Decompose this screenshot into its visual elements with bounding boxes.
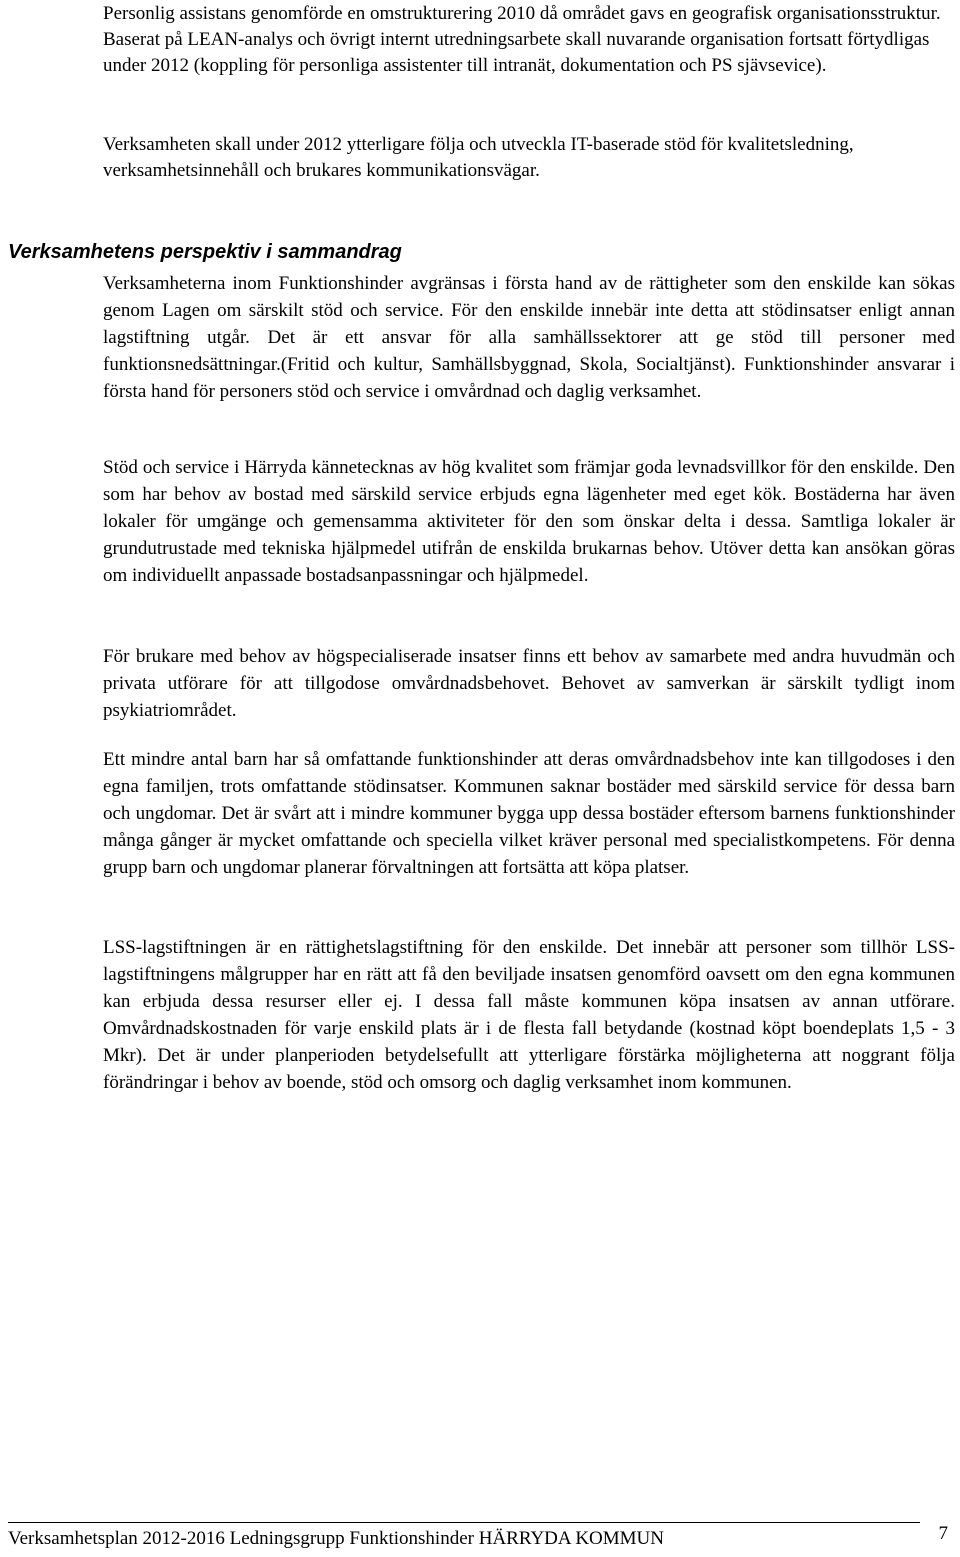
intro-paragraph-it-stod: Verksamheten skall under 2012 ytterligare följa och utveckla IT-baserade stöd för kvalitetsledning, verksamhetsinnehåll och brukares kommunikationsvägar. (103, 134, 854, 181)
section-paragraph-avgransning: Verksamheterna inom Funktionshinder avgränsas i första hand av de rättigheter som den enskilde kan sökas genom Lagen om särskilt stöd och service. För den enskilde innebär inte detta att stödinsatser enligt annan lagstiftning utgår. Det är ett ansvar för alla samhällssektorer att ge stöd till personer med funktionsnedsättningar.(Fritid och kultur, Samhällsbyggnad, Skola, Socialtjänst). Funktionshinder ansvarar i första hand för personers stöd och service i omvårdnad och daglig verksamhet. (103, 273, 955, 402)
section-heading: Verksamhetens perspektiv i sammandrag (8, 241, 402, 263)
section-paragraph-stod-och-service: Stöd och service i Härryda kännetecknas av hög kvalitet som främjar goda levnadsvillkor för den enskilde. Den som har behov av bostad med särskild service erbjuds egna lägenheter med eget kök. Bostäderna har även lokaler för umgänge och gemensamma aktiviteter för den som önskar delta i dessa. Samtliga lokaler är grundutrustade med tekniska hjälpmedel utifrån de enskilda brukarnas behov. Utöver detta kan ansökan göras om individuellt anpassade bostadsanpassningar och hjälpmedel. (103, 457, 955, 586)
footer-divider (8, 1522, 920, 1523)
footer-text: Verksamhetsplan 2012-2016 Ledningsgrupp Funktionshinder HÄRRYDA KOMMUN (8, 1528, 665, 1549)
section-paragraph-lss-lagstiftning: LSS-lagstiftningen är en rättighetslagstiftning för den enskilde. Det innebär att personer som tillhör LSS-lagstiftningens målgrupper har en rätt att få den beviljade insatsen genomförd oavsett om den egna kommunen kan erbjuda dessa resurser eller ej. I dessa fall måste kommunen köpa insatsen av annan utförare. Omvårdnadskostnaden för varje enskild plats är i de flesta fall betydande (kostnad köpt boendeplats 1,5 - 3 Mkr). Det är under planperioden betydelsefullt att ytterligare förstärka möjligheterna att noggrant följa förändringar i behov av boende, stöd och omsorg och daglig verksamhet inom kommunen. (103, 937, 955, 1093)
section-paragraph-barn-och-ungdomar: Ett mindre antal barn har så omfattande funktionshinder att deras omvårdnadsbehov inte kan tillgodoses i den egna familjen, trots omfattande stödinsatser. Kommunen saknar bostäder med särskild service för dessa barn och ungdomar. Det är svårt att i mindre kommuner bygga upp dessa bostäder eftersom barnens funktionshinder många gånger är mycket omfattande och speciella vilket kräver personal med specialistkompetens. För denna grupp barn och ungdomar planerar förvaltningen att fortsätta att köpa platser. (103, 749, 955, 878)
page-footer (8, 1522, 948, 1554)
page-number: 7 (938, 1523, 948, 1544)
intro-paragraph-assistans: Personlig assistans genomförde en omstrukturering 2010 då området gavs en geografisk organisationsstruktur. Baserat på LEAN-analys och övrigt internt utredningsarbete skall nuvarande organisation fortsatt förtydligas under 2012 (koppling för personliga assistenter till intranät, dokumentation och PS sjävsevice). (103, 3, 941, 76)
section-paragraph-hogspecialiserade-insatser: För brukare med behov av högspecialiserade insatser finns ett behov av samarbete med andra huvudmän och privata utförare för att tillgodose omvårdnadsbehovet. Behovet av samverkan är särskilt tydligt inom psykiatriområdet. (103, 646, 955, 721)
